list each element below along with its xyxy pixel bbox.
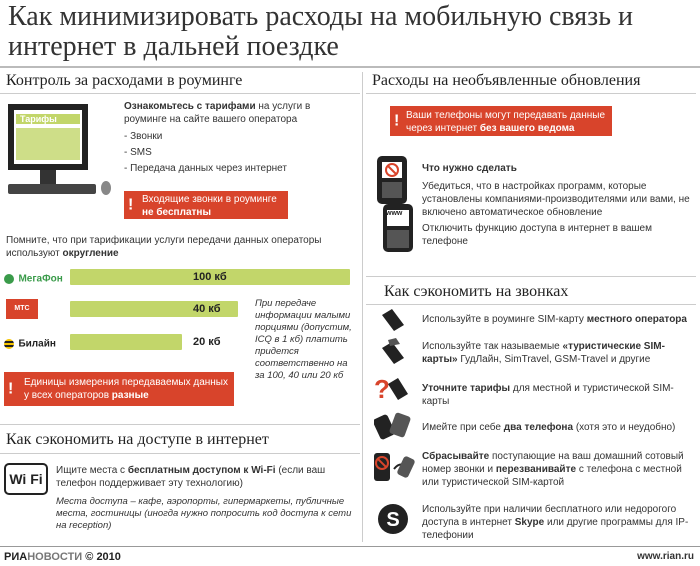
- site-url[interactable]: www.rian.ru: [637, 551, 694, 562]
- exclamation-icon: !: [8, 380, 14, 398]
- roaming-intro: Ознакомьтесь с тарифами на услуги в роуминге на сайте вашего оператора: [124, 101, 311, 125]
- calls-tip-local-sim: Используйте в роуминге SIM-карту местного оператора: [422, 314, 687, 325]
- ria-logo: РИАНОВОСТИ © 2010: [4, 551, 121, 563]
- svg-text:S: S: [386, 509, 400, 531]
- internet-top-divider: [0, 424, 360, 425]
- footer-divider: [0, 546, 700, 547]
- reject-call-icon: [372, 449, 416, 485]
- calls-tip-tariffs: Уточните тарифы для местной и туристической SIM-карты: [422, 383, 674, 407]
- rounding-explanation: При передаче информации малыми порциями (допустим, ICQ в 1 кб) платить придется соответственно на за 100, 40 или 20 кб: [255, 298, 352, 381]
- wifi-icon: Wi Fi: [4, 463, 50, 497]
- exclamation-icon: !: [128, 196, 134, 214]
- sim-card-icon: [378, 307, 408, 335]
- megafon-logo: МегаФон: [4, 270, 70, 284]
- www-label: www: [386, 210, 403, 217]
- title-divider: [0, 66, 700, 68]
- incoming-calls-alert: ! Входящие звонки в роуминге не бесплатны: [124, 191, 288, 219]
- phones-icon: [375, 154, 415, 254]
- roaming-divider: [0, 93, 360, 94]
- beeline-logo: Билайн: [4, 335, 70, 349]
- tourist-sim-icon: [378, 338, 408, 366]
- exclamation-icon: !: [394, 112, 400, 130]
- calls-tip-skype: Используйте при наличии бесплатного или недорогого доступа в интернет Skype или другие программы для IP-телефонии: [422, 504, 689, 541]
- calls-heading: Как сэкономить на звонках: [384, 283, 569, 300]
- roaming-heading: Контроль за расходами в роуминге: [6, 72, 243, 89]
- question-sim-icon: [372, 374, 412, 404]
- svg-text:?: ?: [374, 374, 390, 404]
- mts-logo: МТС: [6, 299, 46, 319]
- internet-heading: Как сэкономить на доступе в интернет: [6, 431, 269, 448]
- beeline-value: 20 кб: [193, 336, 221, 348]
- units-alert: ! Единицы измерения передаваемых данных у всех операторов разные: [4, 372, 234, 406]
- wifi-places: Места доступа – кафе, аэропорты, гипермаркеты, публичные места, гостиницы (иногда нужно попросить код доступа к сети на reception): [56, 496, 352, 531]
- updates-alert: ! Ваши телефоны могут передавать данные через интернет без вашего ведома: [390, 106, 612, 136]
- rounding-note: Помните, что при тарификации услуги передачи данных операторы используют округление: [6, 235, 322, 259]
- calls-tip-tourist-sim: Используйте так называемые «туристические SIM-карты» ГудЛайн, SimTravel, GSM-Travel и другие: [422, 341, 665, 365]
- calls-tip-callback: Сбрасывайте поступающие на ваш домашний сотовый номер звонки и перезванивайте с телефона с местной или туристической SIM-картой: [422, 451, 684, 488]
- updates-heading: Расходы на необъявленные обновления: [372, 72, 641, 89]
- calls-top-divider: [366, 276, 696, 277]
- mts-value: 40 кб: [193, 303, 221, 315]
- beeline-bar: [70, 334, 182, 350]
- two-phones-icon: [374, 410, 414, 440]
- column-divider: [362, 72, 363, 542]
- page-title: Как минимизировать расходы на мобильную связь и интернет в дальней поездке: [8, 1, 633, 62]
- todo-item-1: Убедиться, что в настройках программ, которые установлены компаниями-производителями или вами, не включено автоматическое обновление: [422, 181, 690, 218]
- roaming-item-calls: - Звонки: [124, 131, 163, 142]
- internet-divider: [0, 453, 360, 454]
- megafon-value: 100 кб: [193, 271, 227, 283]
- calls-divider: [366, 304, 696, 305]
- roaming-item-data: - Передача данных через интернет: [124, 163, 287, 174]
- screen-label: Тарифы: [20, 114, 57, 124]
- updates-divider: [366, 93, 696, 94]
- calls-tip-two-phones: Имейте при себе два телефона (хотя это и неудобно): [422, 422, 676, 433]
- todo-heading: Что нужно сделать: [422, 163, 517, 174]
- todo-item-2: Отключить функцию доступа в интернет в вашем телефоне: [422, 223, 652, 247]
- wifi-text: Ищите места с бесплатным доступом к Wi-Fi (если ваш телефон поддерживает эту технологию): [56, 465, 326, 489]
- roaming-item-sms: - SMS: [124, 147, 152, 158]
- skype-icon: [376, 502, 410, 536]
